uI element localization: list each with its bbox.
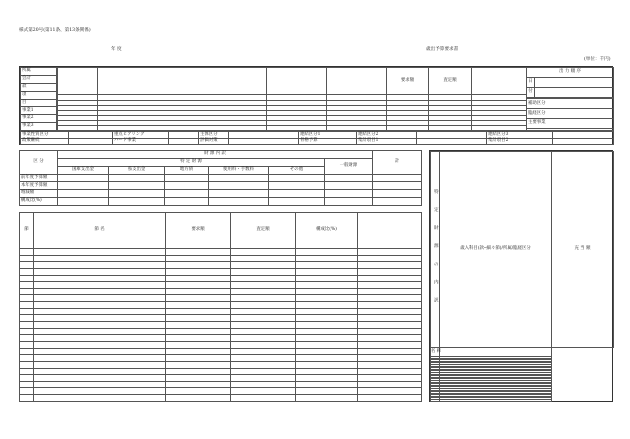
table-row — [20, 395, 422, 402]
funds-table — [19, 150, 422, 206]
detail-col-requested: 要求額 — [166, 213, 231, 249]
label-jigyo3: 事業3 — [21, 123, 57, 131]
col-other: その他 — [269, 166, 325, 174]
total-header: 計 — [373, 151, 422, 175]
table-row — [20, 255, 422, 262]
detail-col-assessed: 査定額 — [231, 213, 296, 249]
label-jigyo1: 事業1 — [21, 107, 57, 115]
date-label-2: 付 — [527, 87, 535, 97]
date-label-1: 日 — [527, 77, 535, 87]
revenue-item-header: 歳入科目(款─細々節)/所属/臨経区分 — [440, 152, 552, 348]
table-row — [20, 348, 422, 355]
temporary-category-label: 臨経区分 — [527, 109, 614, 119]
row-a-1: 事業性質区分 — [21, 132, 69, 139]
row-b-3: 評価対策 — [199, 138, 229, 145]
table-row — [20, 262, 422, 269]
table-row — [20, 388, 422, 395]
row-b-4: 骨格予算 — [299, 138, 357, 145]
assessed-header: 査定額 — [429, 68, 472, 95]
form-id: 様式第20号(第11条、第13条関係) — [19, 28, 91, 33]
requested-header: 要求額 — [387, 68, 429, 95]
row-difference: 増減額 — [20, 190, 58, 198]
label-moku: 目 — [21, 99, 57, 107]
table-row — [20, 355, 422, 362]
row-a-2: 重点ヒアリング — [113, 132, 169, 139]
row-a-6: 連結区分3 — [487, 132, 553, 139]
year-label: 年 度 — [111, 47, 122, 52]
row-a-4: 連結区分1 — [299, 132, 357, 139]
table-row — [20, 275, 422, 282]
table-row — [20, 288, 422, 295]
document-title: 歳出予算要求書 — [426, 47, 459, 52]
row-b-5: 集計項目1 — [357, 138, 417, 145]
table-row — [20, 268, 422, 275]
row-ratio: 構成比(%) — [20, 198, 58, 206]
table-row — [20, 282, 422, 289]
table-row — [20, 361, 422, 368]
specific-source-vertical-cell — [431, 152, 440, 348]
row-a-3: 主体区分 — [199, 132, 229, 139]
detail-col-setsu: 節 — [20, 213, 34, 249]
table-row — [20, 308, 422, 315]
table-row — [20, 368, 422, 375]
specific-source-vertical-label: 特 定 財 源 の 内 訳 — [433, 189, 439, 308]
table-row — [20, 248, 422, 255]
list-item — [431, 400, 614, 402]
top-section — [19, 66, 613, 145]
table-row — [20, 341, 422, 348]
row-this-budget: 本年度予算額 — [20, 182, 58, 190]
table-row — [20, 328, 422, 335]
row-prev-budget: 前年度予算額 — [20, 174, 58, 182]
table-row — [20, 295, 422, 302]
label-kaikei: 会計 — [21, 75, 57, 83]
specific-source-panel — [429, 150, 613, 402]
specific-source-grid — [430, 151, 614, 402]
table-row — [20, 315, 422, 322]
row-b-2: ハード事業 — [113, 138, 169, 145]
table-row — [20, 381, 422, 388]
name-label: 名 称 — [431, 348, 440, 357]
row-b-6: 集計項目2 — [487, 138, 553, 145]
col-national: 国庫支出金 — [58, 166, 109, 174]
col-fees: 使用料・手数料 — [209, 166, 269, 174]
general-source-header: 一般財源 — [325, 158, 373, 174]
row-a-5: 連結区分2 — [357, 132, 417, 139]
detail-col-ratio: 構成比(%) — [296, 213, 358, 249]
detail-col-setsumei: 節 名 — [34, 213, 166, 249]
detail-table — [19, 212, 422, 402]
top-right-grid — [526, 67, 614, 131]
col-prefectural: 県支出金 — [109, 166, 165, 174]
top-main-grid — [57, 67, 527, 131]
label-jigyo2: 事業2 — [21, 115, 57, 123]
output-order-label: 出 力 順 序 — [527, 68, 614, 78]
label-kan: 款 — [21, 83, 57, 91]
table-row — [20, 322, 422, 329]
label-shozoku: 所属 — [21, 68, 57, 76]
major-project-label: 主要事業 — [527, 119, 614, 129]
subsidy-category-label: 補助区分 — [527, 99, 614, 109]
top-category-grid — [20, 131, 614, 145]
table-row — [20, 302, 422, 309]
top-label-table — [20, 67, 57, 131]
specific-source-header: 特 定 財 源 — [58, 158, 325, 166]
table-row — [20, 335, 422, 342]
unit-label: (単位：千円) — [584, 57, 611, 62]
row-b-1: 政策継続 — [21, 138, 69, 145]
kubun-header: 区 分 — [20, 151, 58, 175]
allocation-header: 充 当 額 — [552, 152, 614, 348]
col-bonds: 地方債 — [165, 166, 209, 174]
label-kou: 項 — [21, 91, 57, 99]
table-row — [20, 375, 422, 382]
source-header: 財 源 内 訳 — [58, 151, 373, 159]
